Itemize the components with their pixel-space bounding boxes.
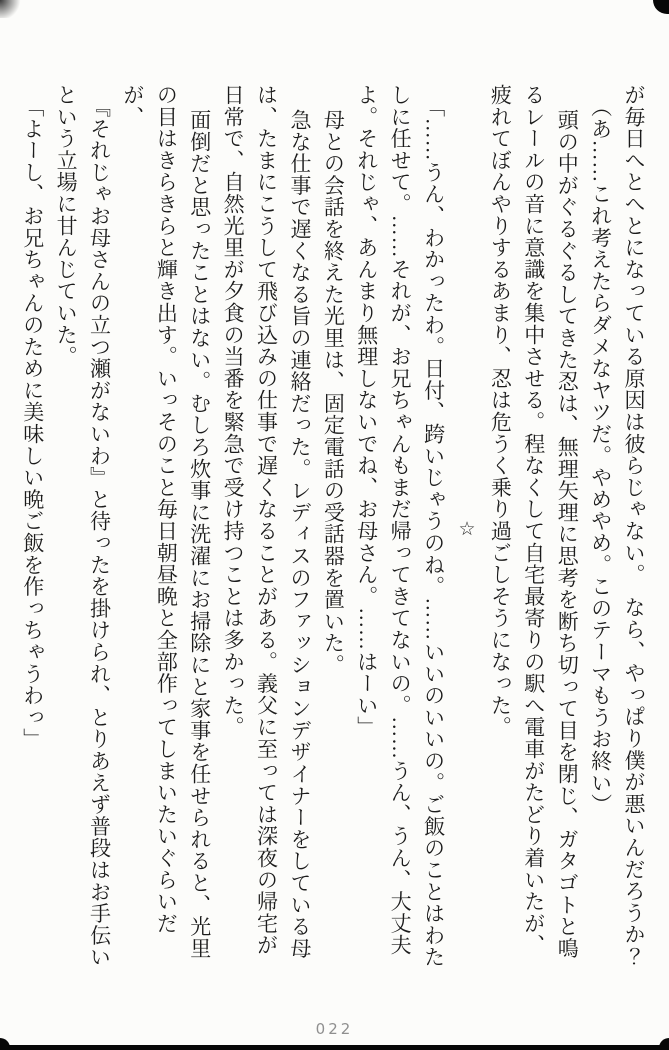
page-number: 022 (315, 1020, 354, 1038)
text-column: 疲れてぼんやりするあまり、忍は危うく乗り過ごしそうになった。 (488, 84, 513, 738)
scan-corner-bottom-right (659, 1038, 669, 1050)
text-block (20, 84, 650, 975)
text-column: 「よーし、お兄ちゃんのために美味しい晩ご飯を作っちゃうわっ」 (20, 95, 45, 750)
text-column: という立場に甘んじていた。 (54, 84, 79, 368)
text-column: 日常で、自然光里が夕食の当番を緊急で受け持つことは多かった。 (221, 84, 246, 738)
scan-corner-top-right (653, 0, 669, 14)
text-column: 頭の中がぐるぐるしてきた忍は、無理矢理に思考を断ち切って目を閉じ、ガタゴトと鳴 (555, 109, 580, 960)
text-column: 『それじゃお母さんの立つ瀬がないわ』と待ったを掛けられ、とりあえず普段はお手伝い (87, 95, 112, 968)
text-column: 面倒だと思ったことはない。むしろ炊事に洗濯にお掃除にと家事を任せられると、光里 (187, 109, 212, 960)
text-column: よ。それじゃ、あんまり無理しないでね、お母さん。……はーい」 (354, 84, 379, 738)
text-column: るレールの音に意識を集中させる。程なくして自宅最寄りの駅へ電車がたどり着いたが、 (521, 84, 546, 956)
text-column: （あ……これ考えたらダメなヤツだ。やめやめ。このテーマもうお終い） (588, 95, 613, 815)
text-column: 「……うん、わかったわ。日付、跨いじゃうのね。……いいのいいの。ご飯のことはわた (421, 95, 446, 968)
text-column: 母との会話を終えた光里は、固定電話の受話器を置いた。 (321, 109, 346, 676)
text-column: は、たまにこうして飛び込みの仕事で遅くなることがある。義父に至っては深夜の帰宅が (254, 84, 279, 956)
scan-corner-top-left (0, 0, 22, 18)
scan-edge-bottom (0, 1045, 669, 1050)
text-column: 急な仕事で遅くなる旨の連絡だった。レディスのファッションデザイナーをしている母 (287, 109, 312, 960)
scan-corner-bottom-left (0, 1038, 10, 1050)
text-column: が毎日へとへとになっている原因は彼らじゃない。 なら、やっぱり僕が悪いんだろうか？ (622, 84, 646, 968)
scene-break-star: ☆ (455, 518, 477, 541)
text-column: の目はきらきらと輝き出す。いっそのこと毎日朝昼晩と全部作ってしまいたいぐらいだが、 (120, 84, 179, 935)
text-column: しに任せて。……それが、お兄ちゃんもまだ帰ってきてないの。……うん、うん、大丈夫 (388, 84, 413, 956)
